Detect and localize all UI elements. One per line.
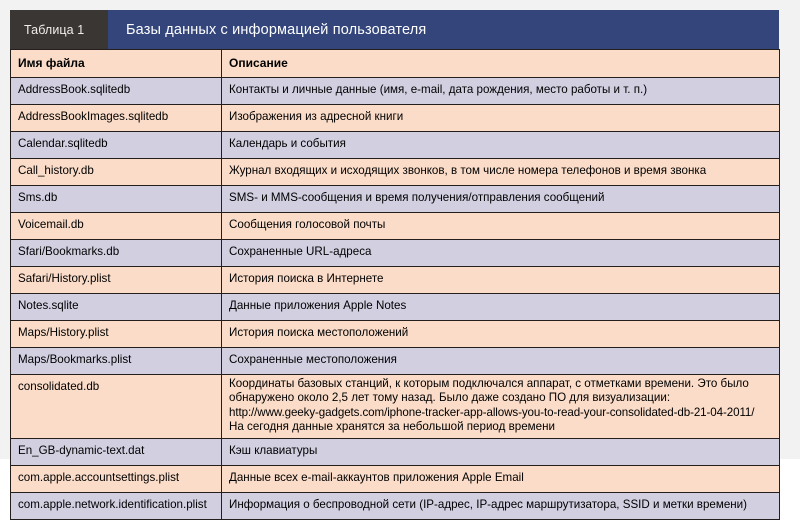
table-body [11, 78, 780, 520]
cell-description: Сообщения голосовой почты [222, 213, 780, 240]
table-row [11, 465, 780, 492]
cell-description: Данные всех e-mail-аккаунтов приложения Apple Email [222, 465, 780, 492]
table-header-row [11, 50, 780, 78]
table-row-consolidated [11, 375, 780, 439]
cell-filename: com.apple.network.identification.plist [11, 492, 222, 519]
cell-description: Данные приложения Apple Notes [222, 294, 780, 321]
cell-filename: Maps/Bookmarks.plist [11, 348, 222, 375]
table-caption-block [108, 10, 779, 49]
cell-filename: Call_history.db [11, 159, 222, 186]
table-number-block [10, 10, 108, 49]
cell-filename: com.apple.accountsettings.plist [11, 465, 222, 492]
cell-description [222, 375, 780, 439]
cell-filename: Notes.sqlite [11, 294, 222, 321]
cell-filename: consolidated.db [11, 375, 222, 439]
table-row [11, 438, 780, 465]
table-row [11, 105, 780, 132]
cell-filename: Voicemail.db [11, 213, 222, 240]
table-row [11, 186, 780, 213]
column-header-filename: Имя файла [11, 50, 222, 78]
table-row [11, 78, 780, 105]
cell-description: Календарь и события [222, 132, 780, 159]
table-number-label: Таблица 1 [24, 22, 85, 37]
cell-filename: Sms.db [11, 186, 222, 213]
table-row [11, 159, 780, 186]
table-row [11, 321, 780, 348]
table-row [11, 492, 780, 519]
table-row [11, 267, 780, 294]
cell-description: Сохраненные местоположения [222, 348, 780, 375]
table-row [11, 348, 780, 375]
description-line: На сегодня данные хранятся за небольшой период времени [229, 420, 555, 434]
cell-description: Сохраненные URL-адреса [222, 240, 780, 267]
cell-description: SMS- и MMS-сообщения и время получения/отправления сообщений [222, 186, 780, 213]
table-row [11, 294, 780, 321]
table-row [11, 240, 780, 267]
cell-filename: Sfari/Bookmarks.db [11, 240, 222, 267]
table-row [11, 213, 780, 240]
cell-description: Кэш клавиатуры [222, 438, 780, 465]
cell-filename: Calendar.sqlitedb [11, 132, 222, 159]
column-header-description: Описание [222, 50, 780, 78]
cell-description: Журнал входящих и исходящих звонков, в том числе номера телефонов и время звонка [222, 159, 780, 186]
database-table [10, 49, 780, 520]
cell-description: История поиска в Интернете [222, 267, 780, 294]
cell-filename: En_GB-dynamic-text.dat [11, 438, 222, 465]
figure-title-bar [10, 10, 779, 49]
table-row [11, 132, 780, 159]
cell-filename: Maps/History.plist [11, 321, 222, 348]
cell-description: Контакты и личные данные (имя, e-mail, дата рождения, место работы и т. п.) [222, 78, 780, 105]
description-url: http://www.geeky-gadgets.com/iphone-tracker-app-allows-you-to-read-your-consolidated-db-21-04-2011/ [229, 405, 755, 419]
cell-filename: AddressBookImages.sqlitedb [11, 105, 222, 132]
description-line: обнаружено около 2,5 лет тому назад. Было даже создано ПО для визуализации: [229, 391, 671, 405]
description-line: Координаты базовых станций, к которым подключался аппарат, с отметками времени. Это было [229, 377, 749, 390]
cell-description: Изображения из адресной книги [222, 105, 780, 132]
table-caption-text: Базы данных с информацией пользователя [126, 21, 427, 38]
cell-description: Информация о беспроводной сети (IP-адрес, IP-адрес маршрутизатора, SSID и метки времени) [222, 492, 780, 519]
cell-filename: AddressBook.sqlitedb [11, 78, 222, 105]
database-table-container [10, 49, 779, 520]
cell-filename: Safari/History.plist [11, 267, 222, 294]
cell-description: История поиска местоположений [222, 321, 780, 348]
